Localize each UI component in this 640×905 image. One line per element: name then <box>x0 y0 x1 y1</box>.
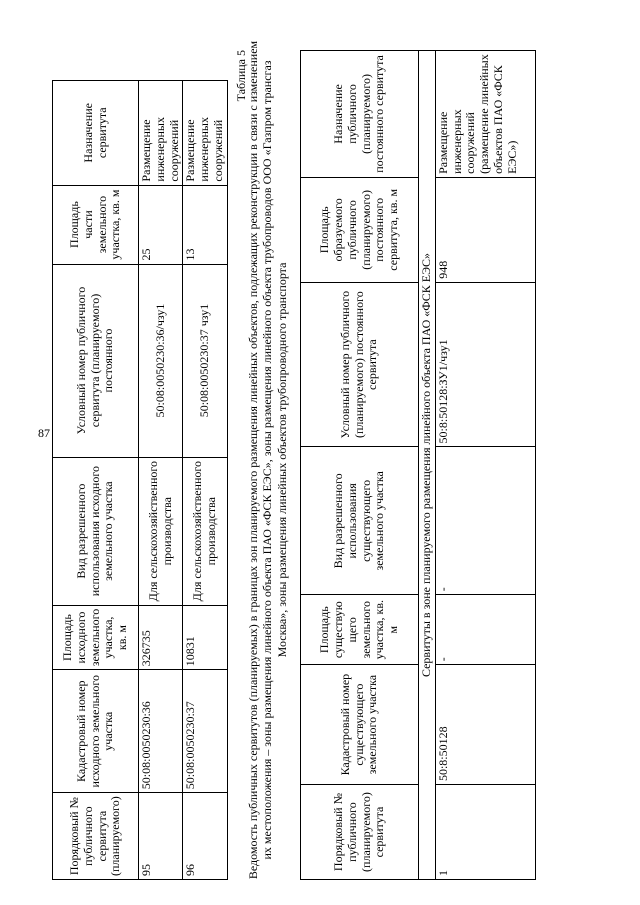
table-1 <box>52 80 228 880</box>
table-row <box>183 81 227 880</box>
table-caption: Ведомость публичных сервитутов (планируемых) в границах зон планируемого размещения линейных объектов, подлежащих реконструкции в связи с изменением их местоположения – зоны размещения линейного объекта ПАО «ФСК ЕЭС», зоны размещения линейного объекта трубопроводов ООО «Газпром трансгаз Москва», зоны размещения линейных объектов трубопроводного транспорта <box>246 40 289 880</box>
t1-header-cell: Площадь исходного земельного участка, кв. м <box>53 605 139 669</box>
t2-header-cell: Кадастровый номер существующего земельного участка <box>301 665 419 785</box>
t1-cell: 96 <box>183 793 227 880</box>
t2-cell: 50:8:50128 <box>435 665 535 785</box>
t2-header-cell: Площадь существую щего земельного участка, кв. м <box>301 595 419 665</box>
t1-cell: 95 <box>139 793 183 880</box>
t2-header-cell: Площадь образуемого публичного (планируемого) постоянного сервитута, кв. м <box>301 177 419 282</box>
t1-header-cell: Вид разрешенного использования исходного земельного участка <box>53 457 139 605</box>
t2-cell: 50:8:50128:ЗУ1/чзу1 <box>435 282 535 447</box>
t2-cell: 948 <box>435 177 535 282</box>
t1-cell: 50:08:0050230:37 <box>183 670 227 793</box>
table-row <box>435 51 535 880</box>
t1-cell: 50:08:0050230:36 <box>139 670 183 793</box>
t2-header-cell: Порядковый № публичного (планируемого) сервитута <box>301 785 419 880</box>
t1-cell: 326735 <box>139 605 183 669</box>
t1-cell: 50:08:0050230:37 чзу1 <box>183 264 227 457</box>
section-title: Сервитуты в зоне планируемого размещения линейного объекта ПАО «ФСК ЕЭС» <box>419 51 436 880</box>
t1-header-cell: Условный номер публичного сервитута (планируемого) постоянного <box>53 264 139 457</box>
t1-cell: Для сельскохозяйственного производства <box>183 457 227 605</box>
rotated-page-content <box>50 40 610 880</box>
t1-header-cell: Площадь части земельного участка, кв. м <box>53 185 139 264</box>
t1-cell: 25 <box>139 185 183 264</box>
t1-cell: Размещение инженерных сооружений <box>139 81 183 186</box>
t2-header-cell: Назначение публичного (планируемого) постоянного сервитута <box>301 51 419 178</box>
table-label: Таблица 5 <box>234 50 248 102</box>
table-2 <box>300 50 536 880</box>
t2-cell: 1 <box>435 785 535 880</box>
page-number: 87 <box>38 426 50 440</box>
t1-header-cell: Кадастровый номер исходного земельного участка <box>53 670 139 793</box>
section-row <box>419 51 436 880</box>
t1-cell: 10831 <box>183 605 227 669</box>
t2-cell: Размещение инженерных сооружений (размещение линейных объектов ПАО «ФСК ЕЭС») <box>435 51 535 178</box>
t1-cell: 50:08:0050230:36/чзу1 <box>139 264 183 457</box>
t2-header-cell: Вид разрешенного использования существующего земельного участка <box>301 447 419 595</box>
table-1-header-row <box>53 81 139 880</box>
t1-cell: Размещение инженерных сооружений <box>183 81 227 186</box>
t1-header-cell: Назначение сервитута <box>53 81 139 186</box>
table-row <box>139 81 183 880</box>
table-2-header-row <box>301 51 419 880</box>
t2-cell: - <box>435 447 535 595</box>
t2-cell: - <box>435 595 535 665</box>
t1-header-cell: Порядковый № публичного сервитута (планируемого) <box>53 793 139 880</box>
t1-cell: Для сельскохозяйственного производства <box>139 457 183 605</box>
t1-cell: 13 <box>183 185 227 264</box>
t2-header-cell: Условный номер публичного (планируемого) постоянного сервитута <box>301 282 419 447</box>
